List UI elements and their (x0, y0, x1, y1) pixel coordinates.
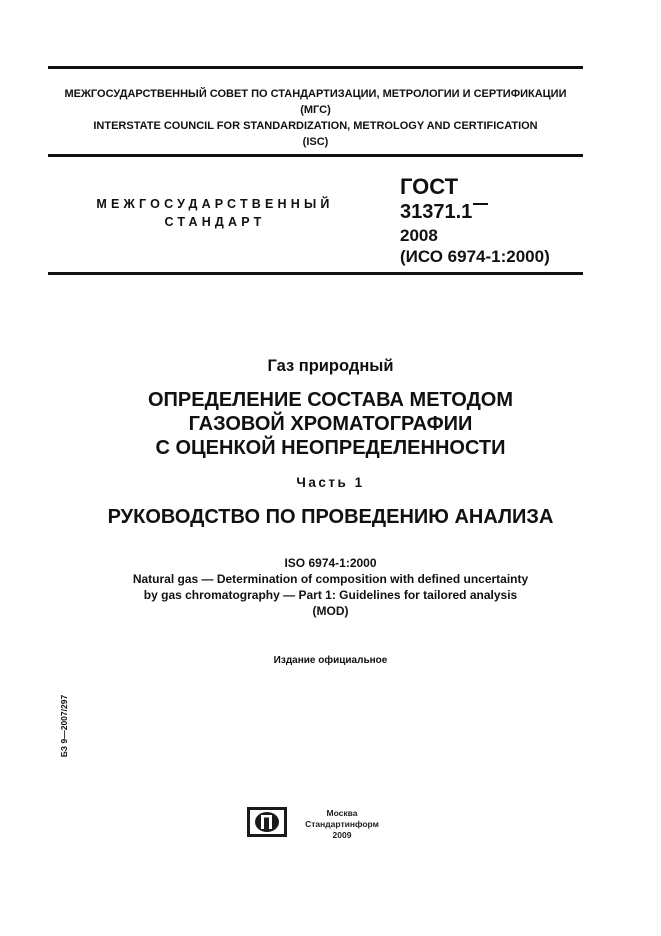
iso-code: ISO 6974-1:2000 (284, 556, 377, 570)
council-abbr-ru: (МГС) (300, 104, 331, 116)
standard-kind (88, 195, 342, 231)
standard-designation (400, 174, 550, 267)
top-rule (48, 66, 583, 69)
iso-title-line2: by gas chromatography — Part 1: Guidelines for tailored analysis (143, 588, 518, 602)
standard-number: 31371.1 (400, 201, 473, 223)
official-edition-note: Издание официальное (273, 655, 388, 666)
council-name-ru: МЕЖГОСУДАРСТВЕННЫЙ СОВЕТ ПО СТАНДАРТИЗАЦИИ, МЕТРОЛОГИИ И СЕРТИФИКАЦИИ (64, 88, 567, 100)
designation-divider (48, 272, 583, 275)
council-header (48, 86, 583, 150)
council-abbr-en: (ISC) (302, 136, 329, 148)
council-name-en: INTERSTATE COUNCIL FOR STANDARDIZATION, METROLOGY AND CERTIFICATION (93, 120, 538, 132)
main-title (0, 388, 661, 460)
iso-block (0, 555, 661, 619)
publisher-block (300, 808, 384, 841)
main-title-line3: С ОЦЕНКОЙ НЕОПРЕДЕЛЕННОСТИ (155, 437, 506, 459)
side-registration-code: БЗ 9—2007/297 (59, 694, 69, 758)
number-dash (473, 203, 488, 205)
standard-year: 2008 (400, 226, 438, 245)
publisher-city: Москва (326, 808, 358, 818)
publisher-year: 2009 (332, 830, 352, 840)
subject-title: Газ природный (267, 357, 394, 375)
part-title: РУКОВОДСТВО ПО ПРОВЕДЕНИЮ АНАЛИЗА (107, 506, 554, 528)
standartinform-logo-icon (247, 807, 287, 837)
gost-label: ГОСТ (400, 174, 459, 199)
iso-reference: (ИСО 6974-1:2000) (400, 247, 550, 266)
main-title-line1: ОПРЕДЕЛЕНИЕ СОСТАВА МЕТОДОМ (147, 389, 514, 411)
main-title-line2: ГАЗОВОЙ ХРОМАТОГРАФИИ (188, 413, 473, 435)
standard-kind-line1: МЕЖГОСУДАРСТВЕННЫЙ (96, 197, 334, 211)
standard-kind-line2: СТАНДАРТ (164, 215, 266, 229)
header-divider (48, 154, 583, 157)
standard-number-row (400, 200, 550, 225)
part-label: Часть 1 (296, 475, 365, 490)
publisher-name: Стандартинформ (305, 819, 379, 829)
iso-title-line1: Natural gas — Determination of composition with defined uncertainty (132, 572, 529, 586)
iso-modifier: (MOD) (312, 604, 349, 618)
